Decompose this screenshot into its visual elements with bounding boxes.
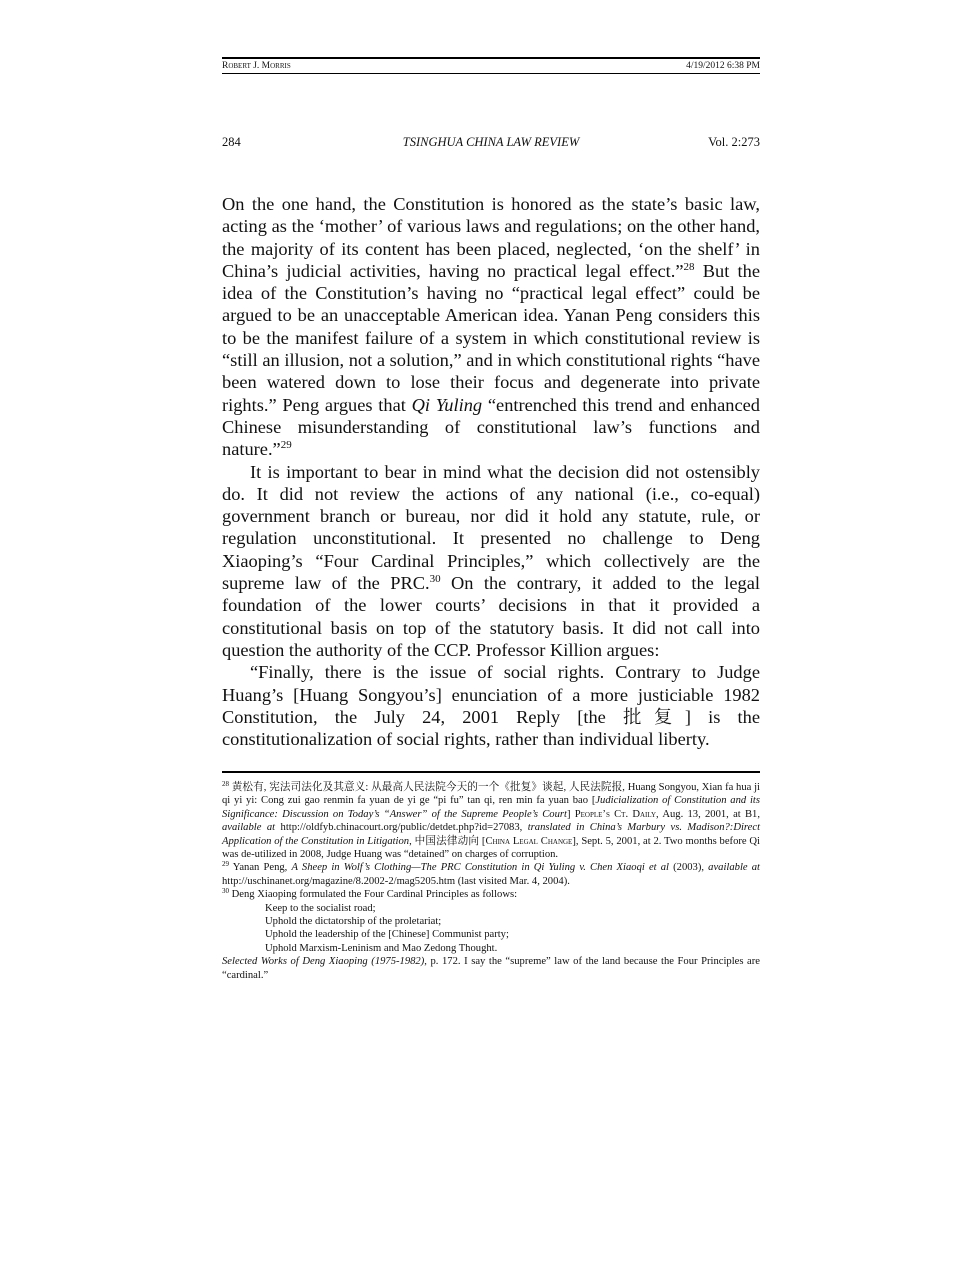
footnote-29-number: 29	[222, 860, 229, 869]
footnote-30	[222, 888, 760, 901]
footnote-28-translation: translated in China’s Marbury vs. Madison?:Direct Application of the Constitution in Litigation	[222, 822, 761, 847]
paragraph-1-text-b: But the idea of the Constitution’s having no “practical legal effect” could be argued to be an unacceptable American idea. Yanan Peng considers this to be the manifest failure of a system in which constitutional review is “still an illusion, not a solution,” and in which constitutional rights “have been watered down to lose their focus and degenerate into private rights.” Peng argues that	[222, 260, 760, 415]
running-head-datetime: 4/19/2012 6:38 PM	[686, 61, 760, 71]
footnote-28-title: Judicialization of Constitution and its Significance: Discussion on Today’s “Answer” of the Supreme People’s Court	[222, 795, 760, 820]
footnote-30-number: 30	[222, 887, 229, 896]
footnote-30-text-a: Deng Xiaoping formulated the Four Cardinal Principles as follows:	[229, 889, 518, 901]
footnote-28-publication-2: China Legal Change	[485, 835, 573, 847]
paragraph-2	[222, 461, 760, 662]
volume-citation: Vol. 2:273	[708, 135, 760, 149]
footnote-29	[222, 861, 760, 888]
running-head	[222, 59, 760, 73]
running-head-bottom-rule	[222, 73, 760, 74]
footnote-29-text-a: Yanan Peng,	[229, 862, 292, 874]
footnote-30-text-b: , p. 172. I say the “supreme” law of the land because the Four Principles are “cardinal.”	[222, 956, 760, 981]
paragraph-1	[222, 193, 760, 461]
footnote-30-source	[222, 955, 760, 982]
paragraph-2-text-b: On the contrary, it added to the legal foundation of the lower courts’ decisions in that it provided a constitutional basis on top of the statutory basis. It did not call into question the authority of the CCP. Professor Killion argues:	[222, 573, 760, 660]
footnote-28-publication: People’s Ct. Daily	[574, 808, 657, 820]
footnotes	[222, 781, 760, 982]
footnote-28	[222, 781, 760, 861]
footnote-ref-28[interactable]: 28	[683, 260, 695, 273]
footnote-28-available-at: available at	[222, 822, 276, 834]
footnote-29-url[interactable]: http://uschinanet.org/magazine/8.2002-2/mag5205.htm (last visited Mar. 4, 2004).	[222, 875, 570, 887]
footnote-28-number: 28	[222, 780, 229, 788]
footnote-28-text-c: , Aug. 13, 2001, at B1,	[656, 808, 760, 820]
footnote-29-available-at: available at	[708, 862, 760, 874]
paragraph-2-text-a: It is important to bear in mind what the decision did not ostensibly do. It did not review the actions of any national (i.e., co-equal) government branch or bureau, nor did it hold any statute, rule, or regulation unconstitutional. It presented no challenge to Deng Xiaoping’s “Four Cardinal Principles,” which collectively are the supreme law of the PRC.	[222, 461, 760, 594]
footnote-29-title: A Sheep in Wolf’s Clothing—The PRC Constitution in Qi Yuling v. Chen Xiaoqi et al	[291, 862, 669, 874]
footnote-30-source-title: Selected Works of Deng Xiaoping (1975-1982)	[222, 956, 425, 968]
footnote-28-text-f: ], Sept. 5, 2001, at 2. Two months before Qi was de-utilized in 2008, Judge Huang was “detained” on charges of corruption.	[222, 835, 761, 861]
footnote-ref-30[interactable]: 30	[429, 573, 441, 586]
footnote-28-text-e: , 中国法律动向 [	[409, 835, 486, 847]
paragraph-3: “Finally, there is the issue of social rights. Contrary to Judge Huang’s [Huang Songyou’s] enunciation of a more justiciable 1982 Constitution, the July 24, 2001 Reply [the 批复] is the constitutionalization of social rights, rather than individual liberty.	[222, 662, 760, 750]
footnote-28-text-a: 黄松有, 宪法司法化及其意义: 从最高人民法院今天的一个《批复》谈起, 人民法院报, Huang Songyou, Xian fa hua ji qi yi yi: Cong zui gao renmin fa yuan de yi ge “pi fu” tan qi, ren min fa yuan bao [	[222, 782, 760, 807]
case-name: Qi Yuling	[411, 394, 483, 415]
footnote-separator	[222, 771, 760, 773]
journal-title: TSINGHUA CHINA LAW REVIEW	[402, 135, 580, 149]
principle-list-item: Uphold Marxism-Leninism and Mao Zedong Thought.	[265, 942, 498, 954]
footnote-28-text-b: ]	[566, 808, 575, 820]
footnote-ref-29[interactable]: 29	[280, 439, 292, 452]
footnote-28-url[interactable]: http://oldfyb.chinacourt.org/public/detdet.php?id=27083,	[275, 822, 528, 834]
running-head-author: Robert J. Morris	[222, 61, 291, 71]
principle-list-item: Uphold the dictatorship of the proletariat;	[265, 916, 442, 928]
paragraph-1-text-a: On the one hand, the Constitution is honored as the state’s basic law, acting as the ‘mother’ of various laws and regulations; on the other hand, the majority of its content has been placed, neglected, ‘on the shelf’ in China’s judicial activities, having no practical legal effect.”	[222, 194, 760, 281]
paragraph-1-text-c: “entrenched this trend and enhanced Chinese misunderstanding of constitutional law’s functions and nature.”	[222, 394, 760, 460]
principle-list-item: Uphold the leadership of the [Chinese] Communist party;	[265, 929, 509, 941]
principle-list-item: Keep to the socialist road;	[265, 902, 376, 914]
footnote-29-text-b: (2003),	[668, 862, 709, 874]
body-text	[222, 193, 760, 750]
page-number: 284	[222, 135, 241, 149]
